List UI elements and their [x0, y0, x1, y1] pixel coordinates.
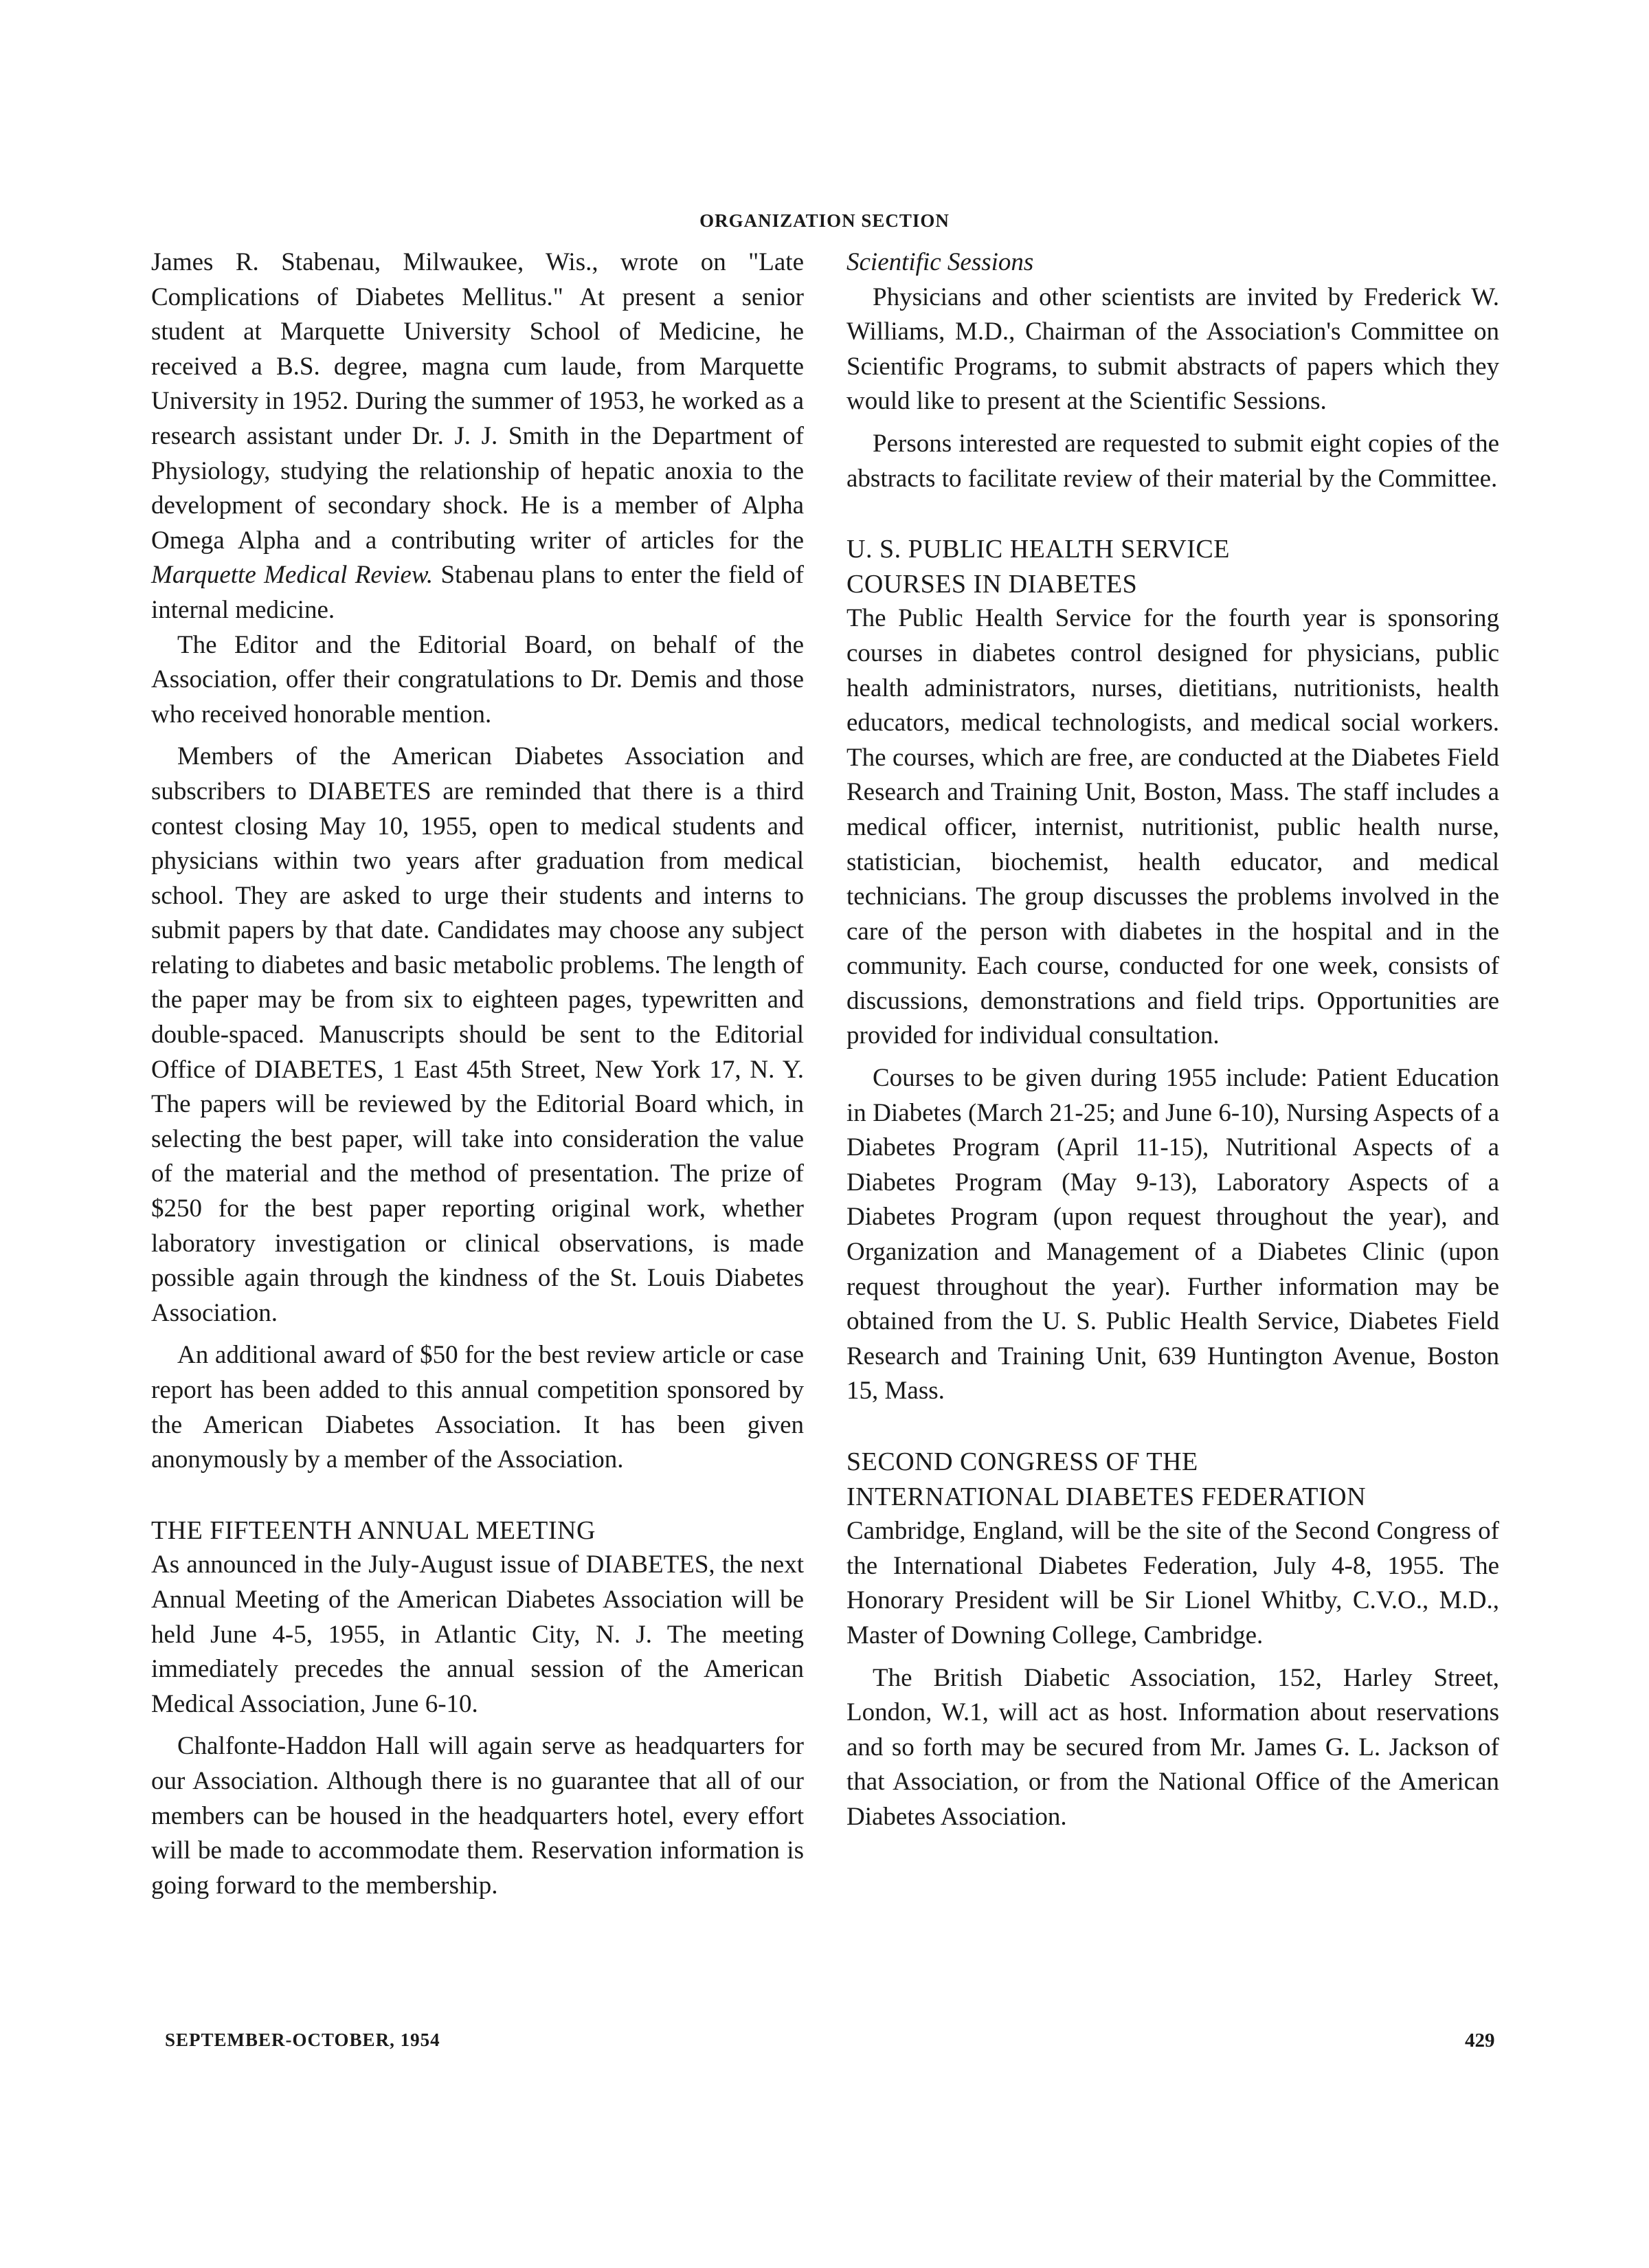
- contest-paragraph: Members of the American Diabetes Association and subscribers to DIABETES are reminded that there is a third contest closing May 10, 1955, open to medical students and physicians within two years after graduation from medical school. They are asked to urge their students and interns to submit papers by that date. Candidates may choose any subject relating to diabetes and basic metabolic problems. The length of the paper may be from six to eighteen pages, typewritten and double-spaced. Manuscripts should be sent to the Editorial Office of DIABETES, 1 East 45th Street, New York 17, N. Y. The papers will be reviewed by the Editorial Board which, in selecting the best paper, will take into consideration the value of the material and the method of presentation. The prize of $250 for the best paper reporting original work, whether laboratory investigation or clinical observations, is made possible again through the kindness of the St. Louis Diabetes Association.: [151, 742, 804, 1327]
- usphs-heading-line1: U. S. PUBLIC HEALTH SERVICE: [846, 535, 1230, 564]
- usphs-heading-line2: COURSES IN DIABETES: [846, 569, 1138, 599]
- footer-issue: SEPTEMBER-OCTOBER, 1954: [165, 2030, 440, 2050]
- idf-heading-line1: SECOND CONGRESS OF THE: [846, 1447, 1198, 1476]
- stabenau-text-end: Stabenau plans to enter the field of internal medicine.: [151, 561, 805, 624]
- usphs-paragraph: The Public Health Service for the fourth year is sponsoring courses in diabetes control designed for physicians, public health administrators, nurses, dietitians, nutritionists, health educators, medical technologists, and medical social workers. The courses, which are free, are conducted at the Diabetes Field Research and Training Unit, Boston, Mass. The staff includes a medical officer, internist, nutritionist, public health nurse, statistician, biochemist, health educator, and medical technicians. The group discusses the problems involved in the care of the person with diabetes in the hospital and in the community. Each course, conducted for one week, consists of discussions, demonstrations and field trips. Opportunities are provided for individual consultation.: [846, 604, 1499, 1050]
- congratulations-paragraph: The Editor and the Editorial Board, on behalf of the Association, offer their congratulations to Dr. Demis and those who received honorable mention.: [151, 630, 804, 729]
- left-column: [151, 245, 804, 1903]
- award-paragraph: An additional award of $50 for the best review article or case report has been added to this annual competition sponsored by the American Diabetes Association. It has been given anonymously by a member of the Association.: [151, 1341, 804, 1474]
- scientific-sessions-subhead: Scientific Sessions: [846, 248, 1034, 276]
- idf-paragraph: Cambridge, England, will be the site of the Second Congress of the International Diabetes Federation, July 4-8, 1955. The Honorary President will be Sir Lionel Whitby, C.V.O., M.D., Master of Downing College, Cambridge.: [846, 1517, 1499, 1649]
- courses-paragraph: Courses to be given during 1955 include: Patient Education in Diabetes (March 21-25; and June 6-10), Nursing Aspects of a Diabetes Program (April 11-15), Nutritional Aspects of a Diabetes Program (May 9-13), Laboratory Aspects of a Diabetes Program (upon request throughout the year), and Organization and Management of a Diabetes Clinic (upon request throughout the year). Further information may be obtained from the U. S. Public Health Service, Diabetes Field Research and Training Unit, 639 Huntington Avenue, Boston 15, Mass.: [846, 1064, 1499, 1405]
- idf-heading-line2: INTERNATIONAL DIABETES FEDERATION: [846, 1482, 1367, 1511]
- annual-meeting-paragraph: As announced in the July-August issue of DIABETES, the next Annual Meeting of the American Diabetes Association will be held June 4-5, 1955, in Atlantic City, N. J. The meeting immediately precedes the annual session of the American Medical Association, June 6-10.: [151, 1550, 804, 1718]
- abstracts-paragraph: Persons interested are requested to submit eight copies of the abstracts to facilitate review of their material by the Committee.: [846, 429, 1499, 493]
- scientific-sessions-paragraph: Physicians and other scientists are invited by Frederick W. Williams, M.D., Chairman of the Association's Committee on Scientific Programs, to submit abstracts of papers which they would like to present at the Scientific Sessions.: [846, 282, 1499, 416]
- host-paragraph: The British Diabetic Association, 152, Harley Street, London, W.1, will act as host. Information about reservations and so forth may be secured from Mr. James G. L. Jackson of that Association, or from the National Office of the American Diabetes Association.: [846, 1663, 1499, 1831]
- page-number: 429: [1465, 2030, 1495, 2052]
- annual-meeting-heading: THE FIFTEENTH ANNUAL MEETING: [151, 1515, 596, 1545]
- running-head: ORGANIZATION SECTION: [699, 210, 950, 231]
- stabenau-paragraph: [151, 245, 804, 628]
- journal-title: Marquette Medical Review.: [151, 561, 434, 590]
- headquarters-paragraph: Chalfonte-Haddon Hall will again serve as headquarters for our Association. Although there is no guarantee that all of our members can be housed in the headquarters hotel, every effort will be made to accommodate them. Reservation information is going forward to the membership.: [151, 1732, 804, 1900]
- stabenau-text: James R. Stabenau, Milwaukee, Wis., wrote on "Late Complications of Diabetes Mellitus." At present a senior student at Marquette University School of Medicine, he received a B.S. degree, magna cum laude, from Marquette University in 1952. During the summer of 1953, he worked as a research assistant under Dr. J. J. Smith in the Department of Physiology, studying the relationship of hepatic anoxia to the development of secondary shock. He is a member of Alpha Omega Alpha and a contributing writer of articles for the: [151, 248, 804, 555]
- right-column: [846, 245, 1499, 1835]
